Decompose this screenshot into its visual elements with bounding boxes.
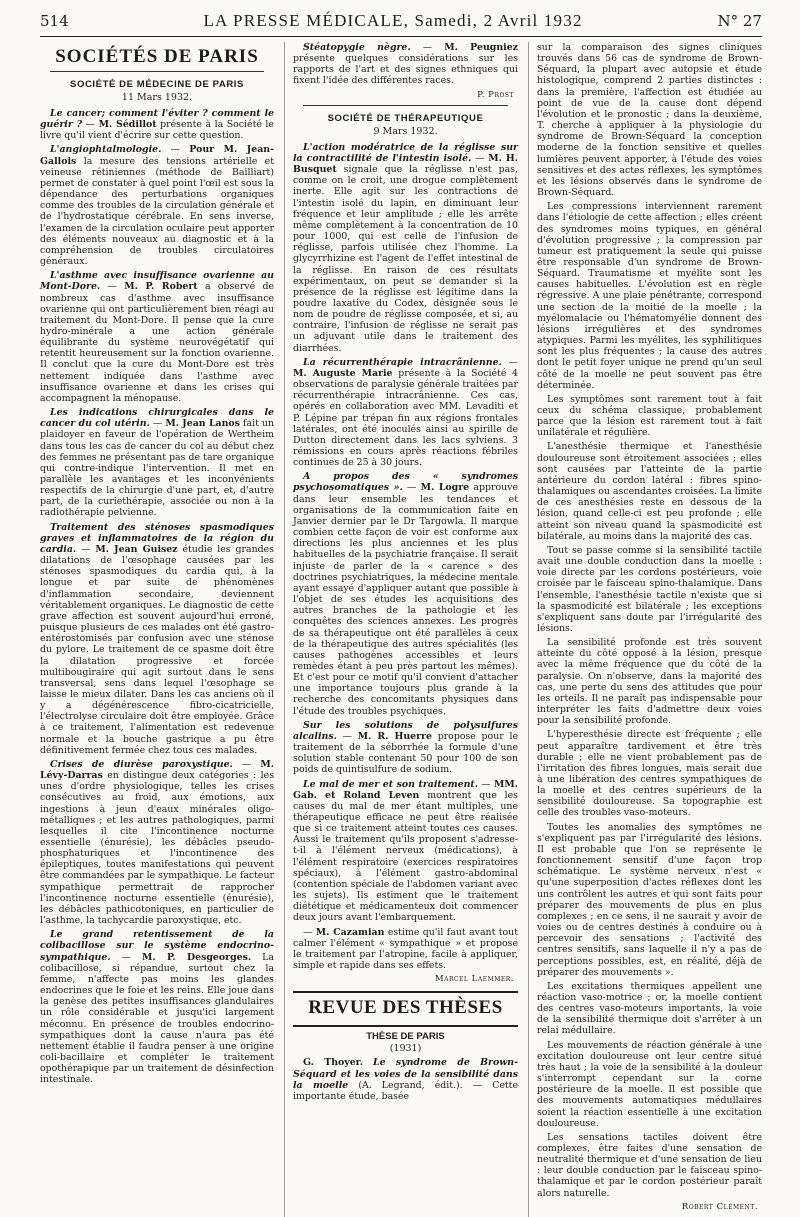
paragraph-title: Sur les solutions de polysulfures alcalins. — [293, 719, 518, 742]
paragraph-title: Le cancer; comment l'éviter ? comment le guérir ? — [40, 108, 274, 131]
paragraph-title: L'angiophtalmologie. — [50, 144, 162, 156]
column-2 — [284, 42, 518, 1217]
author: M. P. Desgeorges. — [142, 951, 252, 963]
paragraph: Traitement des sténoses spasmodiques graves et inflammatoires de la région du cardia. — M. Jean Guisez étudie les grandes dilatations de l'œsophage causées par les sténoses spasmodiques du cardia qui, à la longue et par suite de phénomènes d'inflammation secondaire, deviennent véritablement organiques. Le diagnostic de cette grave affection est souvent aujourd'hui erroné, puisque plusieurs de ces malades ont été gastro-entérostomisés par confusion avec une sténose du pylore. Le traitement de ce spasme doit être la dilatation progressive et forcée multibougiraire qui agit surtout dans le sens transversal, sens dans lequel l'œsophage se laisse le mieux dilater. Dans les cas anciens où il y a dégénérescence fibro-cicatricielle, l'électrolyse circulaire doit être employée. Grâce à ce traitement, l'alimentation est redevenue normale et la bouche gastrique a pu être définitivement fermée chez tous ces malades. — [40, 521, 274, 756]
author: M. Peugniez — [444, 42, 518, 53]
paragraph-title: Traitement des sténoses spasmodiques graves et inflammatoires de la région du cardia. — [40, 521, 274, 555]
paragraph-title: Crises de diurèse paroxystique. — [50, 758, 233, 770]
author: M. H. Busquet — [293, 152, 519, 176]
paragraph: Les symptômes sont rarement tout à fait ceux du schéma classique, probablement parce que la lésion est rarement tout à fait unilatérale et régulière. — [537, 393, 762, 439]
paragraph: L'angiophtalmologie. — Pour M. Jean-Gallois la mesure des tensions artérielle et veineuse rétiniennes (méthode de Bailliart) permet de constater à quel point l'œil est sous la dépendance des perturbations organiques comme des troubles de la circulation générale et de l'hydrostatique cérébrale. En sens inverse, l'examen de la circulation oculaire peut apporter des éléments nouveaux au diagnostic et à la compréhension de troubles circulatoires généraux. — [40, 144, 274, 268]
paragraph-body: en distingue deux catégories : les unes d'ordre physiologique, telles les crises consécutives au froid, aux émotions, aux ingestions à jeun d'eaux minérales oligo-métalliques ; et les autres pathologiques, parmi lesquelles il cite l'incontinence nocturne essentielle (énurésie), les débâcles pseudo-phosphaturiques et l'incontinence des épileptiques, toutes manifestations qui peuvent être commandées par le sympathique. Le facteur sympathique permettrait de rapprocher l'incontinence nocturne essentielle (énurésie), les débâcles pathicotoniques, en particulier de l'asthme, la tachycardie paroxystique, etc. — [40, 770, 275, 927]
author: Pour M. Jean-Gallois — [40, 144, 274, 167]
paragraph: Le grand retentissement de la colibacillose sur le système endocrino-sympathique. — M. P. Desgeorges. La colibacillose, si répandue, surtout chez la femme, n'affecte pas moins les glandes endocrines que le foie et les reins. Elle joue dans la genèse des petites insuffisances glandulaires un rôle considérable et jusqu'ici largement méconnu. En présence de troubles endocrino-sympathiques dont la cause n'aura pas été nettement établie il faudra penser à une origine coli-bacillaire et compléter le traitement opothérapique par un traitement de désinfection intestinale. — [40, 929, 274, 1086]
issue-number: N° 27 — [717, 12, 762, 30]
paragraph-body: estime qu'il faut avant tout calmer l'élément « sympathique » et propose le traitement par l'atropine, facile à appliquer, simple et rapide dans ses effets. — [293, 926, 518, 972]
divider — [293, 1025, 518, 1027]
author: M. Lévy-Darras — [40, 758, 274, 782]
author: M. Jean Lanos — [165, 418, 240, 430]
paragraph-body: présente à la Société le livre qu'il vient d'écrire sur cette question. — [40, 119, 274, 142]
paragraph-body: étudie les grandes dilatations de l'œsophage causées par les sténoses spasmodiques du cardia qui, à la longue et par suite de phénomènes d'inflammation secondaire, deviennent véritablement organiques. Le diagnostic de cette grave affection est souvent aujourd'hui erroné, puisque plusieurs de ces malades ont été gastro-entérostomisés par confusion avec une sténose du pylore. Le traitement de ce spasme doit être la dilatation progressive et forcée multibougiraire qui agit surtout dans le sens transversal, sens dans lequel l'œsophage se laisse le mieux dilater. Dans les cas anciens où il y a dégénérescence fibro-cicatricielle, l'électrolyse circulaire doit être employée. Grâce à ce traitement, l'alimentation est redevenue normale et la bouche gastrique a pu être définitivement fermée chez tous ces malades. — [40, 543, 274, 756]
paragraph: Stéatopygie nègre. — M. Peugniez présente quelques considérations sur les rapports de l'art et des signes ethniques qui fixent l'idée des différentes races. — [293, 42, 518, 87]
paragraph-body: a observé de nombreux cas d'asthme avec insuffisance ovarienne qui ont particulièrement bien réagi au traitement du Mont-Dore. Il pense que la cure hydro-minérale a une action générale équilibrante du système neurovégétatif qui retentit heureusement sur la fonction ovarienne. Il conclut que la cure du Mont-Dore est très nettement indiquée dans l'asthme avec insuffisance ovarienne et dans les crises qui accompagnent la ménopause. — [40, 281, 275, 404]
article-columns — [40, 42, 762, 1212]
paragraph — [293, 1057, 518, 1102]
paragraph-body: propose pour le traitement de la séborrhée la formule d'une solution stable contenant 50 pour 100 de son poids de quintisulfure de sodium. — [293, 730, 518, 776]
paragraph: — M. Cazamian estime qu'il faut avant tout calmer l'élément « sympathique » et propose le traitement par l'atropine, facile à appliquer, simple et rapide dans ses effets. — [293, 926, 518, 972]
section-title: SOCIÉTÉS DE PARIS — [55, 46, 259, 67]
paragraph: A propos des « syndromes psychosomatiques ». — M. Logre approuve dans leur ensemble les tendances et organisations de la communication faite en Janvier dernier par le Dr Targowla. Il marque combien cette façon de voir est conforme aux directions les plus anciennes et les plus habituelles de la psychiatrie française. Il serait injuste de parler de la « carence » des doctrines psychiatriques, la médecine mentale ayant essayé d'appliquer autant que possible à l'objet de ses études les acquisitions des autres branches de la pathologie et les conquêtes des sciences annexes. Les progrès de sa thérapeutique ont été parallèles à ceux de la thérapeutique des autres spécialités (les causes pathogènes accessibles et leurs remèdes étant à peu près partout les mêmes). Et c'est pour ce motif qu'il convient d'attacher une importance toujours plus grande à la recherche des concomitants physiques dans l'étude des troubles psychiques. — [293, 471, 518, 717]
paragraph: Sur les solutions de polysulfures alcalins. — M. R. Huerre propose pour le traitement de la séborrhée la formule d'une solution stable contenant 50 pour 100 de son poids de quintisulfure de sodium. — [293, 719, 518, 776]
paragraph: Les sensations tactiles doivent être complexes, être faites d'une sensation de neutralité thermique et d'une sensation de lieu : leur double conduction par le faisceau spino-thalamique et par le cordon postérieur paraît alors naturelle. — [537, 1131, 762, 1199]
thesis-heading: THÈSE DE PARIS — [366, 1031, 445, 1043]
journal-title: LA PRESSE MÉDICALE, Samedi, 2 Avril 1932 — [203, 11, 583, 30]
author: M. R. Huerre — [357, 730, 432, 742]
author: M. Sédillot — [98, 119, 157, 131]
paragraph-body: présente à la Société 4 observations de paralysie générale traitées par récurrenthérapie intracrânienne. Ces cas, opérés en collaboration avec MM. Levaditi et P. Lépine par trépan fin aux régions frontales latérales, ont été inoculés ainsi au spirille de Dutton directement dans les lacs sylviens. 3 rémissions en cours après réactions fébriles continues de 25 à 30 jours. — [293, 367, 519, 469]
paragraph-title: La récurrenthérapie intracrânienne. — [303, 356, 502, 368]
paragraph: Les indications chirurgicales dans le cancer du col utérin. — M. Jean Lanos fait un plaidoyer en faveur de l'opération de Wertheim dans tous les cas de cancer du col au début chez des femmes ne présentant pas de tare organique qui contre-indique l'intervention. Il met en parallèle les avantages et les inconvénients respectifs de la chirurgie d'une part, et, d'autre part, de la curiethérapie, associée ou non à la radiothérapie pelvienne. — [40, 407, 274, 519]
author: M. Cazamian — [315, 926, 385, 938]
paragraph: L'asthme avec insuffisance ovarienne au Mont-Dore. — M. P. Robert a observé de nombreux cas d'asthme avec insuffisance ovarienne qui ont particulièrement bien réagi au traitement du Mont-Dore. Il pense que la cure hydro-minérale a une action générale équilibrante du système neurovégétatif qui retentit heureusement sur la fonction ovarienne. Il conclut que la cure du Mont-Dore est très nettement indiquée dans l'asthme avec insuffisance ovarienne et dans les crises qui accompagnent la ménopause. — [40, 270, 275, 404]
paragraph-title: L'asthme avec insuffisance ovarienne au Mont-Dore. — [40, 270, 274, 293]
divider — [303, 105, 508, 106]
paragraph: La sensibilité profonde est très souvent atteinte du côté opposé à la lésion, presque avec la même fréquence que du côté de la paralysie. On n'observe, dans la majorité des cas, une perte du sens des attitudes que pour les orteils. Il ne paraît pas indispensable pour interpréter les faits d'admettre deux voies pour la sensibilité profonde. — [537, 637, 762, 727]
page-number: 514 — [40, 12, 69, 30]
paragraph: L'anesthésie thermique et l'anesthésie douloureuse sont étroitement associées ; elles sont causées par l'atteinte de la partie antérieure du cordon latéral : fibres spino-thalamiques ou ascendantes croisées. La limite de ces anesthésies reste en dessous de la lésion, quand celle-ci est peu profonde ; elle atteint son niveau quand la spasmodicité est bilatérale, au moins dans la majorité des cas. — [537, 441, 762, 542]
paragraph: Le mal de mer et son traitement. — MM. Gab. et Roland Leven montrent que les causes du mal de mer étant multiples, une thérapeutique efficace ne peut être réalisée que si ce traitement atteint toutes ces causes. Aussi le traitement qu'ils proposent s'adresse-t-il à l'élément nerveux (médications), à l'élément respiratoire (exercices respiratoires spéciaux), à l'élément gastro-abdominal (contention spéciale de l'abdomen variant avec les sujets). Ils estiment que le traitement diététique et médicamenteux doit commencer deux jours avant l'embarquement. — [293, 778, 518, 924]
signature: Marcel Laemmer. — [434, 974, 514, 985]
paragraph-body: (A. Legrand, édit.). — Cette importante étude, basée — [293, 1079, 519, 1102]
paragraph-body: fait un plaidoyer en faveur de l'opération de Wertheim dans tous les cas de cancer du col au début chez des femmes ne présentant pas de tare organique qui contre-indique l'intervention. Il met en parallèle les avantages et les inconvénients respectifs de la chirurgie d'une part, et, d'autre part, de la curiethérapie, associée ou non à la radiothérapie pelvienne. — [40, 418, 274, 519]
paragraph: Le cancer; comment l'éviter ? comment le guérir ? — M. Sédillot présente à la Société le livre qu'il vient d'écrire sur cette question. — [40, 108, 274, 142]
column-1 — [40, 42, 274, 1217]
paragraph-title: Les indications chirurgicales dans le cancer du col utérin. — [40, 407, 274, 430]
paragraph: La récurrenthérapie intracrânienne. — M. Auguste Marie présente à la Société 4 observations de paralysie générale traitées par récurrenthérapie intracrânienne. Ces cas, opérés en collaboration avec MM. Levaditi et P. Lépine par trépan fin aux régions frontales latérales, ont été inoculés ainsi au spirille de Dutton directement dans les lacs sylviens. 3 rémissions en cours après réactions fébriles continues de 25 à 30 jours. — [293, 356, 519, 469]
paragraph-title: Le grand retentissement de la colibacillose sur le système endocrino-sympathique. — [40, 929, 274, 963]
session-date: 9 Mars 1932. — [373, 125, 438, 137]
divider — [293, 991, 518, 993]
author: M. Logre — [420, 482, 470, 494]
society-name: SOCIÉTÉ DE MÉDECINE DE PARIS — [70, 79, 244, 90]
paragraph: Crises de diurèse paroxystique. — M. Lévy-Darras en distingue deux catégories : les unes d'ordre physiologique, telles les crises consécutives au froid, aux émotions, aux ingestions à jeun d'eaux minérales oligo-métalliques ; et les autres pathologiques, parmi lesquelles il cite l'incontinence nocturne essentielle (énurésie), les débâcles pseudo-phosphaturiques et l'incontinence des épileptiques, toutes manifestations qui peuvent être commandées par le sympathique. Le facteur sympathique permettrait de rapprocher l'incontinence nocturne essentielle (énurésie), les débâcles pathicotoniques, en particulier de l'asthme, la tachycardie paroxystique, etc. — [40, 758, 275, 927]
paragraph-title: Le mal de mer et son traitement. — [303, 778, 479, 790]
paragraph-title: L'action modératrice de la réglisse sur la contractilité de l'intestin isolé. — [293, 141, 518, 164]
divider — [50, 71, 264, 72]
paragraph: L'hyperesthésie directe est fréquente ; elle peut apparaître tardivement et être très durable ; elle ne vient probablement pas de l'irritation des fibres longues, mais serait due à une libération des centres sympathiques de la moelle et des centres supérieurs de la sensibilité douloureuse. Sa topographie est celle des troubles vaso-moteurs. — [537, 729, 762, 819]
paragraph-title: Le syndrome de Brown-Séquard et les voies de la sensibilité dans la moelle — [293, 1057, 518, 1091]
paragraph-body: La colibacillose, si répandue, surtout chez la femme, n'affecte pas moins les glandes endocrines que le foie et les reins. Elle joue dans la genèse des petites insuffisances glandulaires un rôle considérable et jusqu'ici largement méconnu. En présence de troubles endocrino-sympathiques dont la cause n'aura pas été nettement établie il faudra penser à une origine coli-bacillaire et compléter le traitement opothérapique par un traitement de désinfection intestinale. — [40, 951, 274, 1086]
author: M. Auguste Marie — [293, 367, 393, 379]
column-3 — [528, 42, 762, 1217]
paragraph-title: Stéatopygie nègre. — [303, 42, 411, 53]
signature: P. Prost — [477, 89, 514, 100]
signature: Robert Clément. — [681, 1201, 758, 1212]
society-name: SOCIÉTÉ DE THÉRAPEUTIQUE — [327, 112, 484, 124]
paragraph-body: signale que la réglisse n'est pas, comme on le croit, une drogue complètement inerte. Elle agit sur les contractions de l'intestin isolé du lapin, en diminuant leur fréquence et leur amplitude ; elle les arrête même complètement à la concentration de 10 pour 1000, qui est celle de l'infusion de réglisse, parfois utilisée chez l'homme. La glycyrrhizine est l'agent de l'effet intestinal de la réglisse. En raison de ces résultats expérimentaux, on peut se demander si la présence de la réglisse est légitime dans la poudre laxative du Codex, désignée sous le nom de poudre de réglisse composée, et si, au contraire, l'infusion de réglisse ne serait pas un adjuvant utile dans le traitement des diarrhées. — [293, 164, 519, 354]
thesis-year: (1931) — [389, 1043, 422, 1055]
author: M. Jean Guisez — [95, 543, 178, 555]
author: M. P. Robert — [124, 281, 198, 293]
paragraph-body: présente quelques considérations sur les rapports de l'art et des signes ethniques qui fixent l'idée des différentes races. — [293, 53, 518, 87]
session-date: 11 Mars 1932. — [121, 92, 193, 103]
author: MM. Gab. et Roland Leven — [293, 778, 518, 801]
paragraph: L'action modératrice de la réglisse sur la contractilité de l'intestin isolé. — M. H. Busquet signale que la réglisse n'est pas, comme on le croit, une drogue complètement inerte. Elle agit sur les contractions de l'intestin isolé du lapin, en diminuant leur fréquence et leur amplitude ; elle les arrête même complètement à la concentration de 10 pour 1000, qui est celle de l'infusion de réglisse, parfois utilisée chez l'homme. La glycyrrhizine est l'agent de l'effet intestinal de la réglisse. En raison de ces résultats expérimentaux, on peut se demander si la présence de la réglisse est légitime dans la poudre laxative du Codex, désignée sous le nom de poudre de réglisse composée, et si, au contraire, l'infusion de réglisse ne serait pas un adjuvant utile dans le traitement des diarrhées. — [293, 141, 519, 354]
paragraph: sur la comparaison des signes cliniques trouvés dans 56 cas de syndrome de Brown-Séquard, la plupart avec autopsie et étude histologique, comprend 2 parties distinctes : dans la première, l'affection est étudiée au point de vue de la cause dont dépend l'évolution et le pronostic ; dans la deuxième, T. cherche à appliquer à la physiologie du syndrome de Brown-Séquard la conception moderne de la fonction sensitive et quelles lumières peuvent apporter, à l'étude des voies sensitives et des actes réflexes, les symptômes et les lésions observés dans le syndrome de Brown-Séquard. — [537, 42, 762, 199]
paragraph-body: approuve dans leur ensemble les tendances et organisations de la communication faite en Janvier dernier par le Dr Targowla. Il marque combien cette façon de voir est conforme aux directions les plus anciennes et les plus habituelles de la psychiatrie française. Il serait injuste de parler de la « carence » des doctrines psychiatriques, la médecine mentale ayant essayé d'appliquer autant que possible à l'objet de ses études les acquisitions des autres branches de la pathologie et les conquêtes des sciences annexes. Les progrès de sa thérapeutique ont été parallèles à ceux de la thérapeutique des autres spécialités (les causes pathogènes accessibles et leurs remèdes étant à peu près partout les mêmes). Et c'est pour ce motif qu'il convient d'attacher une importance toujours plus grande à la recherche des concomitants physiques dans l'étude des troubles psychiques. — [293, 482, 518, 717]
paragraph: Tout se passe comme si la sensibilité tactile avait une double conduction dans la moelle : voie directe par les cordons postérieurs, voie croisée par le faisceau spino-thalamique. Dans l'ensemble, l'anesthésie tactile n'existe que si la spasmodicité est bilatérale ; les exceptions s'expliquent sans doute par l'irrégularité des lésions. — [537, 544, 762, 634]
paragraph: Toutes les anomalies des symptômes ne s'expliquent pas par l'irrégularité des lésions. Il est probable que l'on se représente le fonctionnement sensitif d'une façon trop schématique. Le système nerveux n'est « qu'une superposition d'actes réflexes dont les uns contrôlent les autres et qui sont faits pour préparer des mouvements de plus en plus complexes ; en ce sens, il ne saurait y avoir de voies ou de centres destinés à conduire ou à percevoir des sensations ; l'activité des centres sensitifs, sans laquelle il n'y a pas de perceptions possibles, est, en réalité, déjà de préparer des mouvements ». — [537, 821, 762, 978]
paragraph: Les excitations thermiques appellent une réaction vaso-motrice ; or, la moelle contient des centres vaso-moteurs importants, la voie de la sensibilité thermique doit s'arrêter à un relai médullaire. — [537, 980, 762, 1037]
section-title: REVUE DES THÈSES — [308, 997, 503, 1019]
author: G. Thoyer. — [303, 1057, 364, 1069]
paragraph-body: la mesure des tensions artérielle et veineuse rétiniennes (méthode de Bailliart) permet de constater à quel point l'œil est sous la dépendance des perturbations organiques comme des troubles de la circulation générale et de l'hydrostatique cérébrale. En sens inverse, l'examen de la circulation oculaire peut apporter des éléments nouveaux au diagnostic et à la compréhension de troubles circulatoires généraux. — [40, 155, 274, 268]
masthead — [40, 6, 762, 37]
paragraph-body: montrent que les causes du mal de mer étant multiples, une thérapeutique efficace ne peut être réalisée que si ce traitement atteint toutes ces causes. Aussi le traitement qu'ils proposent s'adresse-t-il à l'élément nerveux (médications), à l'élément respiratoire (exercices respiratoires spéciaux), à l'élément gastro-abdominal (contention spéciale de l'abdomen variant avec les sujets). Ils estiment que le traitement diététique et médicamenteux doit commencer deux jours avant l'embarquement. — [293, 789, 518, 924]
paragraph-title: A propos des « syndromes psychosomatiques ». — [293, 471, 518, 494]
paragraph: Les compressions interviennent rarement dans l'étiologie de cette affection ; elles créent des syndromes moins typiques, en général d'évolution progressive ; la compression par tumeur est pratiquement la seule qui puisse être responsable d'un syndrome de Brown-Séquard. Traumatisme et myélite sont les causes habituelles. L'évolution est en règle régressive. A une plaie pénétrante, correspond une section de la moitié de la moelle ; la myélomalacie ou l'hématomyélie donnent des lésions irrégulières et des syndromes atypiques. Parmi les myélites, les syphilitiques sont les plus fréquentes ; la cause des autres dont le petit foyer unique ne prend qu'un seul côté de la moelle ne peut souvent pas être déterminée. — [537, 201, 762, 391]
paragraph: Les mouvements de réaction générale à une excitation douloureuse ont leur centre situé très haut ; la voie de la sensibilité à la douleur s'interrompt cependant sur la corne postérieure de la moelle. Il est possible que des mouvements automatiques médullaires soient la réaction essentielle à une excitation douloureuse. — [537, 1039, 762, 1129]
